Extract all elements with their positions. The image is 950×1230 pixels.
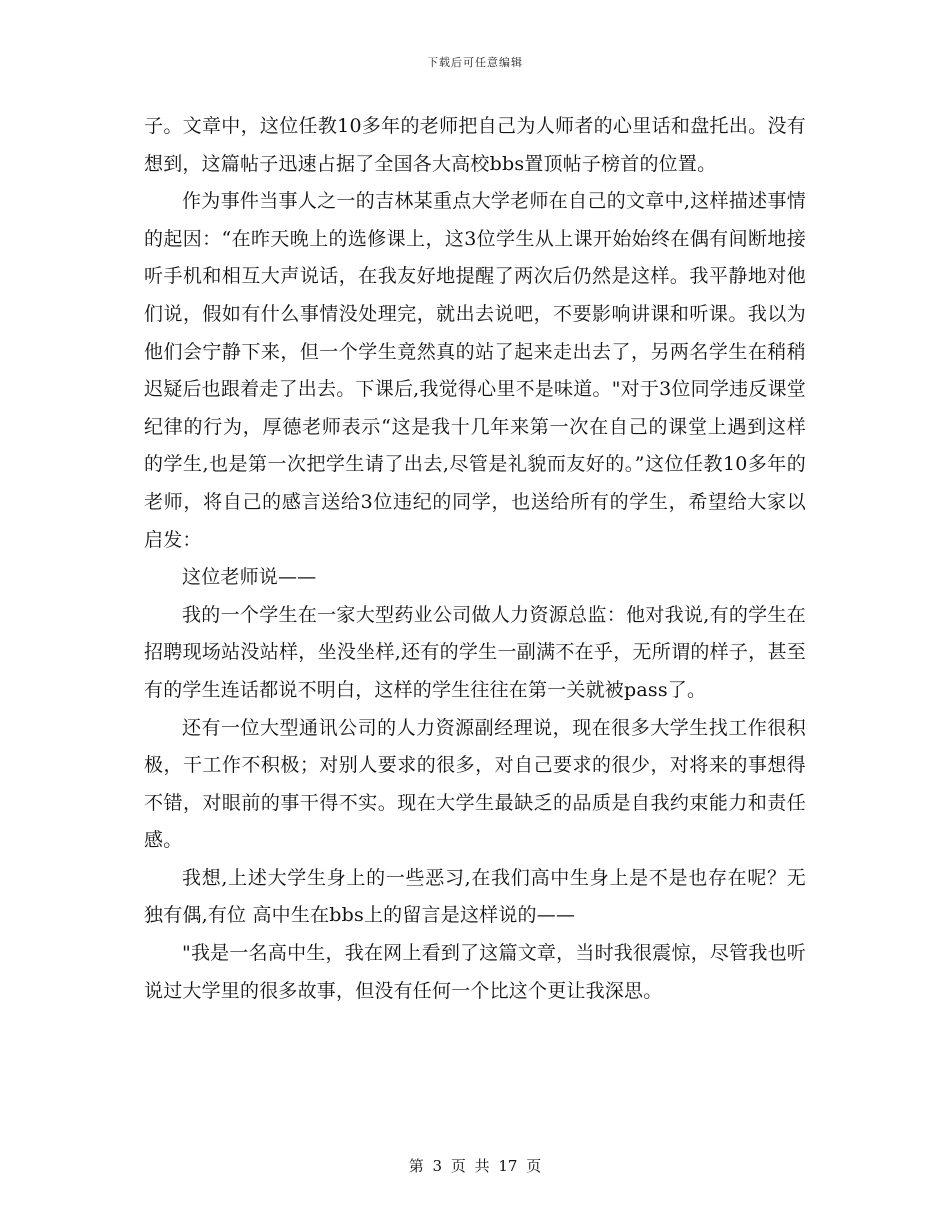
paragraph: 还有一位大型通讯公司的人力资源副经理说，现在很多大学生找工作很积极，干工作不积极；对别人要求的很多，对自己要求的很少，对将来的事想得不错，对眼前的事干得不实。现在大学生最缺乏的品质是自我约束能力和责任感。 [144, 716, 806, 852]
paragraph: 我想,上述大学生身上的一些恶习,在我们高中生身上是不是也存在呢？无独有偶,有位 高中生在bbs上的留言是这样说的—— [144, 866, 806, 927]
paragraph: 我的一个学生在一家大型药业公司做人力资源总监：他对我说,有的学生在招聘现场站没站样，坐没坐样,还有的学生一副满不在乎，无所谓的样子，甚至有的学生连话都说不明白，这样的学生往往在第一关就被pass了。 [144, 603, 806, 701]
paragraph: "我是一名高中生，我在网上看到了这篇文章，当时我很震惊，尽管我也听说过大学里的很多故事，但没有任何一个比这个更让我深思。 [144, 942, 806, 1002]
paragraph: 这位老师说—— [182, 566, 317, 589]
document-body [144, 108, 806, 1010]
paragraph: 作为事件当事人之一的吉林某重点大学老师在自己的文章中,这样描述事情的起因：“在昨天晚上的选修课上，这3位学生从上课开始始终在偶有间断地接听手机和相互大声说话，在我友好地提醒了两次后仍然是这样。我平静地对他们说，假如有什么事情没处理完，就出去说吧，不要影响讲课和听课。我以为他们会宁静下来，但一个学生竟然真的站了起来走出去了，另两名学生在稍稍迟疑后也跟着走了出去。下课后,我觉得心里不是味道。"对于3位同学违反课堂纪律的行为，厚德老师表示“这是我十几年来第一次在自己的课堂上遇到这样的学生,也是第一次把学生请了出去,尽管是礼貌而友好的。”这位任教10多年的老师，将自己的感言送给3位违纪的同学，也送给所有的学生，希望给大家以启发： [144, 190, 806, 551]
page-number-footer: 第 3 页 共 17 页 [408, 1157, 542, 1175]
page-header: 下载后可任意编辑 [427, 56, 523, 69]
paragraph: 子。文章中，这位任教10多年的老师把自己为人师者的心里话和盘托出。没有想到，这篇帖子迅速占据了全国各大高校bbs置顶帖子榜首的位置。 [144, 115, 806, 175]
